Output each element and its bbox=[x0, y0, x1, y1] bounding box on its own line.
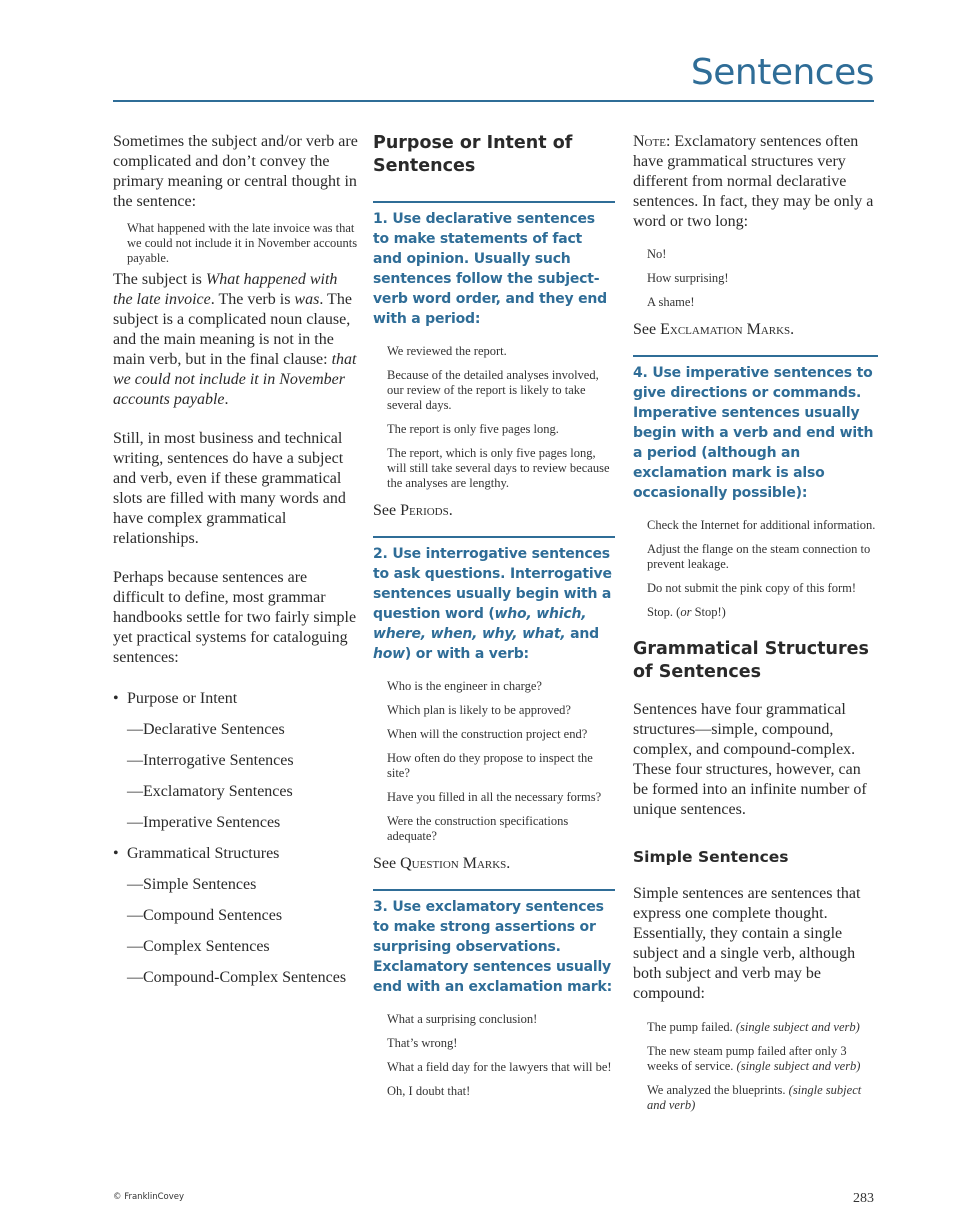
list-item: —Compound-Complex Sentences bbox=[127, 969, 347, 986]
note-paragraph: Note: Exclamatory sentences often have grammatical structures very different from normal declarative sentences. In fact, they may be only a word or two long: bbox=[633, 133, 874, 230]
list-item: —Simple Sentences bbox=[127, 876, 257, 893]
intro-paragraph: Sometimes the subject and/or verb are complicated and don’t convey the primary meaning or central thought in the sentence: bbox=[113, 133, 358, 210]
column-2 bbox=[373, 132, 615, 1099]
example-sentence: How often do they propose to inspect the site? bbox=[387, 751, 593, 780]
example-sentence: That’s wrong! bbox=[387, 1036, 458, 1050]
example-sentence: What a field day for the lawyers that will be! bbox=[387, 1060, 612, 1074]
example-sentence: Which plan is likely to be approved? bbox=[387, 703, 571, 717]
examples-note bbox=[633, 247, 878, 310]
list-item: —Exclamatory Sentences bbox=[127, 783, 293, 800]
example-sentence: Stop. (or Stop!) bbox=[647, 605, 726, 619]
examples-2 bbox=[373, 679, 615, 844]
example-sentence: The pump failed. (single subject and verb) bbox=[647, 1020, 860, 1034]
example-sentence: Who is the engineer in charge? bbox=[387, 679, 542, 693]
section-heading-purpose: Purpose or Intent of Sentences bbox=[373, 133, 573, 176]
example-sentence: Oh, I doubt that! bbox=[387, 1084, 471, 1098]
copyright-footer: © FranklinCovey bbox=[113, 1192, 185, 1202]
column-1 bbox=[113, 132, 358, 988]
list-item: —Compound Sentences bbox=[127, 907, 283, 924]
see-question-marks: See Question Marks. bbox=[373, 855, 511, 872]
column-3 bbox=[633, 132, 878, 1113]
section-heading-grammatical: Grammatical Structures of Sentences bbox=[633, 639, 869, 682]
examples-simple bbox=[633, 1020, 878, 1113]
example-sentence: We reviewed the report. bbox=[387, 344, 507, 358]
paragraph-2: Still, in most business and technical writing, sentences do have a subject and verb, even if these grammatical slots are filled with many words and have complex grammatical relationships. bbox=[113, 430, 346, 547]
example-sentence: Because of the detailed analyses involved, our review of the report is likely to take several days. bbox=[387, 368, 599, 412]
example-sentence: Adjust the flange on the steam connection to prevent leakage. bbox=[647, 542, 871, 571]
examples-4 bbox=[633, 518, 878, 620]
rule-3-exclamatory: 3. Use exclamatory sentences to make strong assertions or surprising observations. Exclamatory sentences usually end with an exclamation mark: bbox=[373, 889, 615, 997]
grammatical-paragraph: Sentences have four grammatical structures—simple, compound, complex, and compound-complex. These four structures, however, can be formed into an infinite number of unique sentences. bbox=[633, 701, 867, 818]
list-item: —Complex Sentences bbox=[127, 938, 270, 955]
example-sentence: No! bbox=[647, 247, 667, 261]
example-sentence: The report, which is only five pages long, will still take several days to review because the analyses are lengthy. bbox=[387, 446, 610, 490]
example-sentence: Check the Internet for additional information. bbox=[647, 518, 876, 532]
subject-paragraph: The subject is What happened with the late invoice. The verb is was. The subject is a complicated noun clause, and the main meaning is not in the main verb, but in the final clause: that we could not include it in November accounts payable. bbox=[113, 271, 357, 408]
rule-1-declarative: 1. Use declarative sentences to make statements of fact and opinion. Usually such sentences follow the subject-verb word order, and they end with a period: bbox=[373, 201, 615, 329]
list-item: —Interrogative Sentences bbox=[127, 752, 294, 769]
example-sentence: Have you filled in all the necessary forms? bbox=[387, 790, 602, 804]
list-item: —Declarative Sentences bbox=[127, 721, 285, 738]
example-sentence: When will the construction project end? bbox=[387, 727, 588, 741]
example-sentence: Were the construction specifications adequate? bbox=[387, 814, 569, 843]
example-sentence: A shame! bbox=[647, 295, 695, 309]
section-heading-simple: Simple Sentences bbox=[633, 848, 789, 866]
see-exclamation-marks: See Exclamation Marks. bbox=[633, 321, 795, 338]
examples-3 bbox=[373, 1012, 615, 1099]
examples-1 bbox=[373, 344, 615, 491]
see-periods: See Periods. bbox=[373, 502, 453, 519]
header-rule bbox=[113, 100, 874, 102]
example-sentence: How surprising! bbox=[647, 271, 729, 285]
page-title: Sentences bbox=[690, 52, 874, 93]
example-sentence: What happened with the late invoice was that we could not include it in November accounts payable. bbox=[127, 221, 358, 265]
example-sentence: The report is only five pages long. bbox=[387, 422, 559, 436]
page-number: 283 bbox=[853, 1191, 874, 1206]
list-item: • Grammatical Structures bbox=[113, 845, 280, 862]
paragraph-3: Perhaps because sentences are difficult to define, most grammar handbooks settle for two fairly simple yet practical systems for cataloguing sentences: bbox=[113, 569, 357, 666]
example-sentence: Do not submit the pink copy of this form! bbox=[647, 581, 857, 595]
rule-2-interrogative: 2. Use interrogative sentences to ask questions. Interrogative sentences usually begin with a question word (who, which, where, when, why, what, and how) or with a verb: bbox=[373, 536, 615, 664]
example-sentence: What a surprising conclusion! bbox=[387, 1012, 538, 1026]
list-item: • Purpose or Intent bbox=[113, 690, 238, 707]
example-sentence: We analyzed the blueprints. (single subject and verb) bbox=[647, 1083, 862, 1112]
category-list bbox=[113, 689, 358, 988]
list-item: —Imperative Sentences bbox=[127, 814, 281, 831]
simple-paragraph: Simple sentences are sentences that express one complete thought. Essentially, they contain a single subject and a single verb, although both subject and verb may be compound: bbox=[633, 885, 861, 1002]
example-sentence: The new steam pump failed after only 3 weeks of service. (single subject and verb) bbox=[647, 1044, 861, 1073]
rule-4-imperative: 4. Use imperative sentences to give directions or commands. Imperative sentences usually begin with a verb and end with a period (although an exclamation mark is also occasionally possible): bbox=[633, 355, 878, 503]
